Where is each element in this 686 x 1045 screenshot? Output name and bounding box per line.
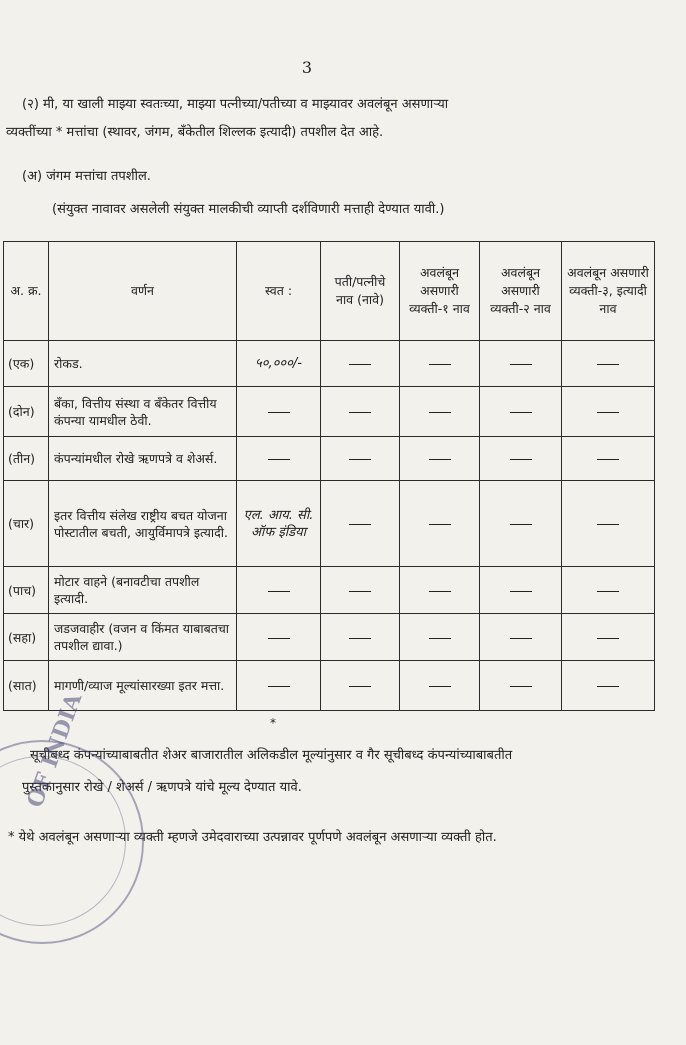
row-sr: (सहा) <box>4 614 49 661</box>
table-row <box>4 387 655 437</box>
dash-mark <box>510 591 532 592</box>
table-row <box>4 437 655 481</box>
row-description: मोटार वाहने (बनावटीचा तपशील इत्यादी. <box>49 567 237 614</box>
dash-mark <box>349 591 371 592</box>
dash-mark <box>597 591 619 592</box>
dash-mark <box>349 364 371 365</box>
dash-mark <box>510 364 532 365</box>
dash-mark <box>597 459 619 460</box>
intro-line-2: व्यक्तींच्या * मत्तांचा (स्थावर, जंगम, बँकेतील शिल्लक इत्यादी) तपशील देत आहे. <box>6 125 384 140</box>
row-sr: (एक) <box>4 341 49 387</box>
row-sr: (दोन) <box>4 387 49 437</box>
dash-mark <box>510 638 532 639</box>
dash-mark <box>510 524 532 525</box>
dash-mark <box>268 686 290 687</box>
table-row <box>4 614 655 661</box>
intro-line-1: (२) मी, या खाली माझ्या स्वतःच्या, माझ्या पत्नीच्या/पतीच्या व माझ्यावर अवलंबून असणाऱ्या <box>22 97 449 112</box>
page-number: 3 <box>301 58 313 77</box>
dash-mark <box>597 524 619 525</box>
dash-mark <box>429 412 451 413</box>
joint-ownership-note: (संयुक्त नावावर असलेली संयुक्त मालकीची व्याप्ती दर्शविणारी मत्ताही देण्यात यावी.) <box>52 202 445 217</box>
stamp-text: OF INDIA <box>22 689 88 811</box>
row-description: इतर वित्तीय संलेख राष्ट्रीय बचत योजना पोस्टातील बचती, आयुर्विमापत्रे इत्यादी. <box>49 481 237 567</box>
header-dependent-1: अवलंबून असणारी व्यक्ती-१ नाव <box>400 242 480 341</box>
header-self: स्वत : <box>237 242 321 341</box>
footnote-line-2: पुस्तकानुसार रोखे / शेअर्स / ऋणपत्रे यांचे मूल्य देण्यात यावे. <box>22 780 302 795</box>
footnote-line-1: सूचीबध्द कंपन्यांच्याबाबतीत शेअर बाजारातील अलिकडील मूल्यांनुसार व गैर सूचीबध्द कंपन्यांच्याबाबतीत <box>30 748 513 763</box>
movable-assets-table <box>3 241 655 711</box>
dash-mark <box>597 412 619 413</box>
dash-mark <box>268 591 290 592</box>
dash-mark <box>429 524 451 525</box>
header-spouse: पती/पत्नीचे नाव (नावे) <box>321 242 400 341</box>
table-row <box>4 661 655 711</box>
self-value: एल. आय. सी. ऑफ इंडिया <box>243 507 314 540</box>
dash-mark <box>429 459 451 460</box>
section-a-heading: (अ) जंगम मत्तांचा तपशील. <box>22 169 151 184</box>
dash-mark <box>597 686 619 687</box>
table-row <box>4 341 655 387</box>
dash-mark <box>429 686 451 687</box>
row-description: बँका, वित्तीय संस्था व बँकेतर वित्तीय कंपन्या यामधील ठेवी. <box>49 387 237 437</box>
header-dependent-2: अवलंबून असणारी व्यक्ती-२ नाव <box>480 242 562 341</box>
dash-mark <box>510 412 532 413</box>
row-description: रोकड. <box>49 341 237 387</box>
dash-mark <box>597 638 619 639</box>
dash-mark <box>349 638 371 639</box>
table-row <box>4 481 655 567</box>
row-sr: (तीन) <box>4 437 49 481</box>
dash-mark <box>268 638 290 639</box>
row-description: कंपन्यांमधील रोखे ऋणपत्रे व शेअर्स. <box>49 437 237 481</box>
dash-mark <box>268 412 290 413</box>
dash-mark <box>349 686 371 687</box>
dash-mark <box>429 638 451 639</box>
stamp-inner-ring <box>0 756 126 926</box>
row-sr: (चार) <box>4 481 49 567</box>
dash-mark <box>349 412 371 413</box>
dash-mark <box>268 459 290 460</box>
row-description: मागणी/व्याज मूल्यांसारख्या इतर मत्ता. <box>49 661 237 711</box>
footnote-dependents: * येथे अवलंबून असणाऱ्या व्यक्ती म्हणजे उमेदवाराच्या उत्पन्नावर पूर्णपणे अवलंबून असणाऱ्या व्यक्ती होत. <box>8 830 497 845</box>
official-seal-stamp <box>0 689 144 944</box>
dash-mark <box>510 686 532 687</box>
row-sr: (सात) <box>4 661 49 711</box>
dash-mark <box>510 459 532 460</box>
dash-mark <box>349 524 371 525</box>
dash-mark <box>429 591 451 592</box>
self-value: ५०,०००/- <box>254 356 302 371</box>
header-dependent-3: अवलंबून असणारी व्यक्ती-३, इत्यादी नाव <box>562 242 655 341</box>
footnote-star: * <box>270 716 276 730</box>
row-sr: (पाच) <box>4 567 49 614</box>
row-description: जडजवाहीर (वजन व किंमत याबाबतचा तपशील द्यावा.) <box>49 614 237 661</box>
table-header-row <box>4 242 655 341</box>
dash-mark <box>597 364 619 365</box>
table-row <box>4 567 655 614</box>
dash-mark <box>429 364 451 365</box>
header-sr-no: अ. क्र. <box>4 242 49 341</box>
header-description: वर्णन <box>49 242 237 341</box>
dash-mark <box>349 459 371 460</box>
